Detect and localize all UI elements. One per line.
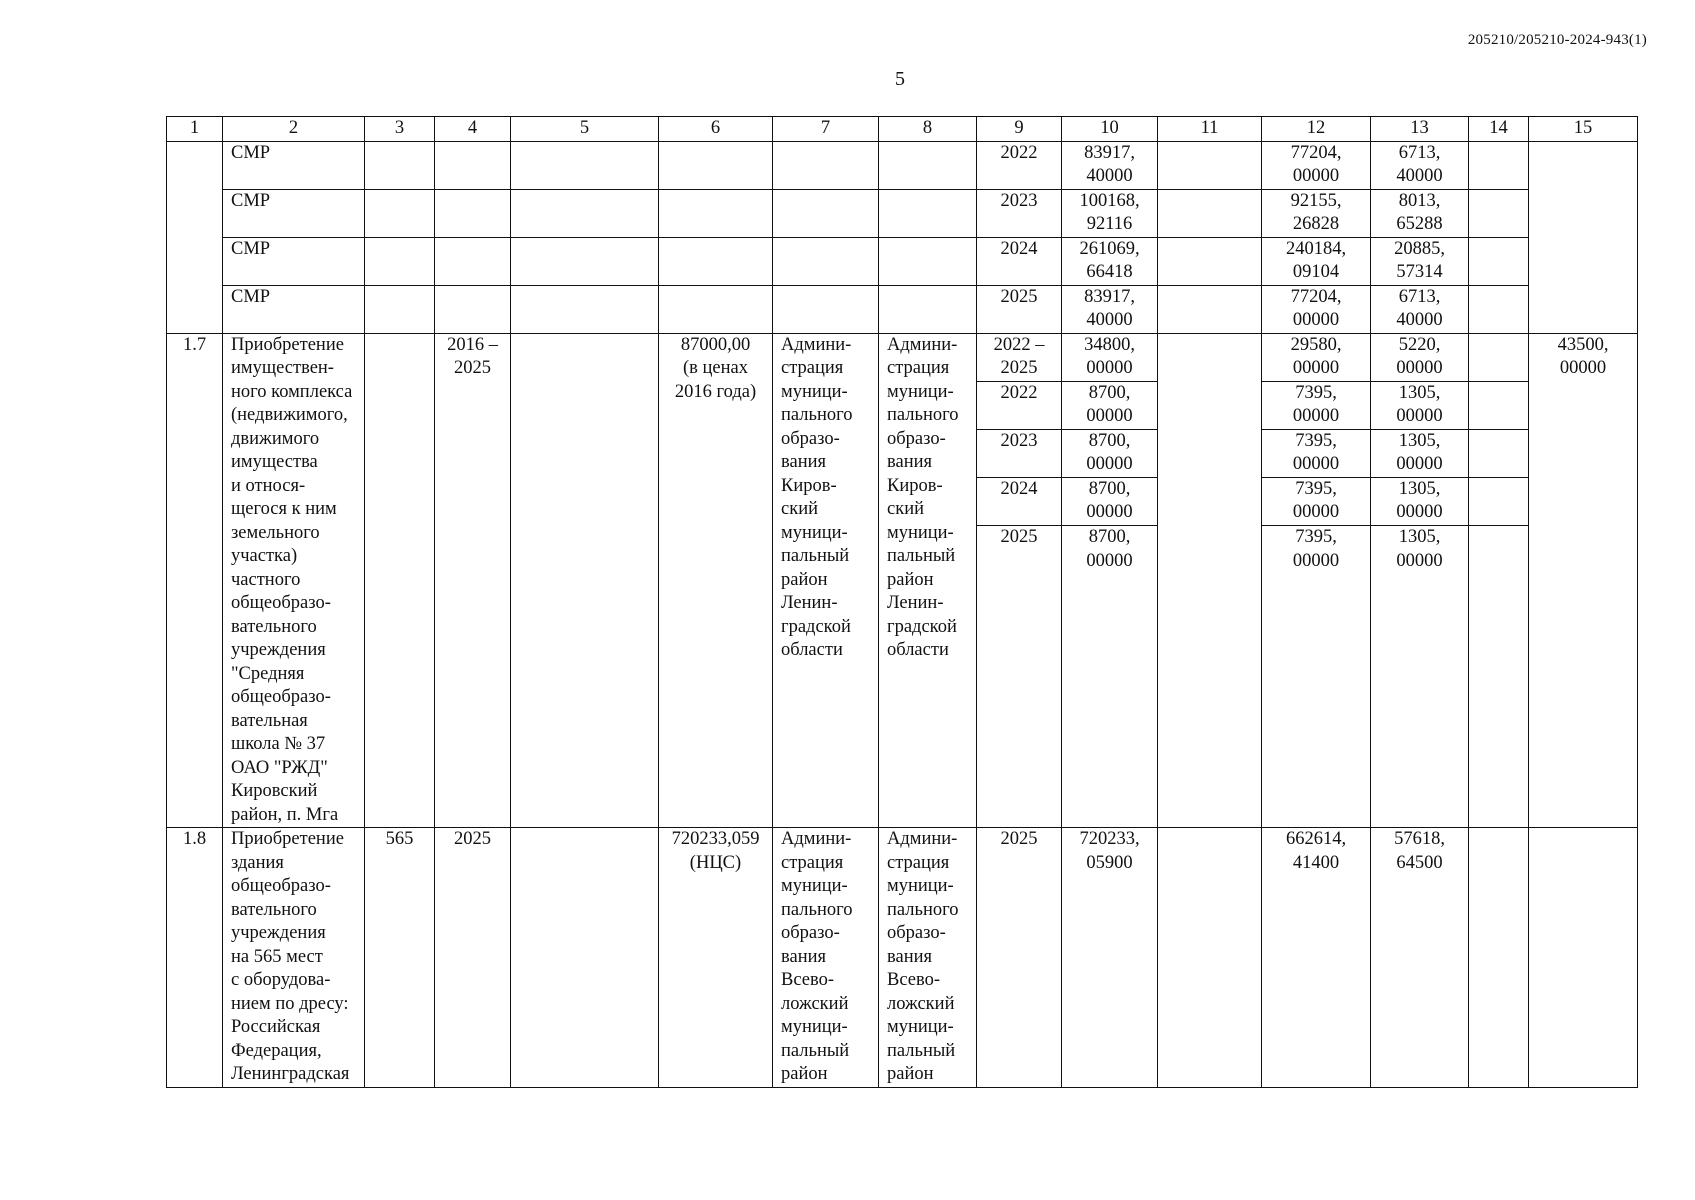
local-cell: 6713, 40000 <box>1371 141 1469 189</box>
local-cell: 1305, 00000 <box>1371 381 1469 429</box>
column-header: 14 <box>1469 117 1529 142</box>
column-header: 7 <box>773 117 879 142</box>
column-15-cell: 43500, 00000 <box>1529 333 1638 828</box>
year-cell: 2022 <box>977 381 1062 429</box>
cost-cell: 720233,059 (НЦС) <box>659 828 773 1088</box>
total-cell: 261069, 66418 <box>1062 237 1158 285</box>
regional-cell: 77204, 00000 <box>1262 141 1371 189</box>
column-header: 12 <box>1262 117 1371 142</box>
item-number: 1.7 <box>167 333 223 828</box>
regional-cell: 7395, 00000 <box>1262 381 1371 429</box>
regional-cell: 7395, 00000 <box>1262 526 1371 828</box>
total-cell: 8700, 00000 <box>1062 381 1158 429</box>
capacity-cell: 565 <box>365 828 435 1088</box>
regional-cell: 7395, 00000 <box>1262 477 1371 525</box>
page-number: 5 <box>895 68 905 90</box>
cost-cell: 87000,00 (в ценах 2016 года) <box>659 333 773 828</box>
column-header: 2 <box>223 117 365 142</box>
year-cell: 2024 <box>977 477 1062 525</box>
regional-cell: 662614, 41400 <box>1262 828 1371 1088</box>
column-header: 11 <box>1158 117 1262 142</box>
column-header: 13 <box>1371 117 1469 142</box>
customer-cell: Админи- страция муници- пального образо- вания Всево- ложский муници- пальный район <box>773 828 879 1088</box>
local-cell: 1305, 00000 <box>1371 526 1469 828</box>
item-name: Приобретение здания общеобразо- вательного учреждения на 565 мест с оборудова- нием по дресу: Российская Федерация, Ленинградская <box>223 828 365 1088</box>
year-cell: 2023 <box>977 429 1062 477</box>
total-cell: 8700, 00000 <box>1062 429 1158 477</box>
table-row <box>167 333 1638 381</box>
column-header: 5 <box>511 117 659 142</box>
regional-cell: 29580, 00000 <box>1262 333 1371 381</box>
executor-cell: Админи- страция муници- пального образо- вания Всево- ложский муници- пальный район <box>879 828 977 1088</box>
local-cell: 1305, 00000 <box>1371 477 1469 525</box>
year-cell: 2025 <box>977 526 1062 828</box>
table-row <box>167 237 1638 285</box>
regional-cell: 92155, 26828 <box>1262 189 1371 237</box>
year-cell: 2022 – 2025 <box>977 333 1062 381</box>
total-cell: 100168, 92116 <box>1062 189 1158 237</box>
local-cell: 6713, 40000 <box>1371 285 1469 333</box>
table-row <box>167 189 1638 237</box>
total-cell: 83917, 40000 <box>1062 285 1158 333</box>
empty-cell <box>1529 141 1638 333</box>
local-cell: 1305, 00000 <box>1371 429 1469 477</box>
regional-cell: 7395, 00000 <box>1262 429 1371 477</box>
period-cell: 2016 – 2025 <box>435 333 511 828</box>
local-cell: 5220, 00000 <box>1371 333 1469 381</box>
column-header: 10 <box>1062 117 1158 142</box>
column-header: 9 <box>977 117 1062 142</box>
year-cell: 2022 <box>977 141 1062 189</box>
empty-cell <box>167 141 223 333</box>
customer-cell: Админи- страция муници- пального образо- вания Киров- ский муници- пальный район Ленин- градской области <box>773 333 879 828</box>
column-header: 8 <box>879 117 977 142</box>
smr-label: СМР <box>223 285 365 333</box>
year-cell: 2023 <box>977 189 1062 237</box>
total-cell: 8700, 00000 <box>1062 526 1158 828</box>
regional-cell: 240184, 09104 <box>1262 237 1371 285</box>
period-cell: 2025 <box>435 828 511 1088</box>
total-cell: 720233, 05900 <box>1062 828 1158 1088</box>
smr-label: СМР <box>223 141 365 189</box>
smr-label: СМР <box>223 237 365 285</box>
total-cell: 34800, 00000 <box>1062 333 1158 381</box>
budget-table <box>166 116 1638 1088</box>
table-row <box>167 828 1638 1088</box>
table-row <box>167 141 1638 189</box>
header-row <box>167 117 1638 142</box>
document-id: 205210/205210-2024-943(1) <box>1467 32 1647 48</box>
year-cell: 2025 <box>977 285 1062 333</box>
local-cell: 8013, 65288 <box>1371 189 1469 237</box>
table-row <box>167 285 1638 333</box>
total-cell: 8700, 00000 <box>1062 477 1158 525</box>
column-header: 15 <box>1529 117 1638 142</box>
year-cell: 2024 <box>977 237 1062 285</box>
year-cell: 2025 <box>977 828 1062 1088</box>
column-header: 6 <box>659 117 773 142</box>
local-cell: 20885, 57314 <box>1371 237 1469 285</box>
column-header: 3 <box>365 117 435 142</box>
executor-cell: Админи- страция муници- пального образо- вания Киров- ский муници- пальный район Ленин- градской области <box>879 333 977 828</box>
item-name: Приобретение имуществен- ного комплекса (недвижимого, движимого имущества и относя- щегося к ним земельного участка) частного общеобразо- вательного учреждения "Средняя общеобразо- вательная школа № 37 ОАО "РЖД" Кировский район, п. Мга <box>223 333 365 828</box>
smr-label: СМР <box>223 189 365 237</box>
column-header: 1 <box>167 117 223 142</box>
regional-cell: 77204, 00000 <box>1262 285 1371 333</box>
local-cell: 57618, 64500 <box>1371 828 1469 1088</box>
column-header: 4 <box>435 117 511 142</box>
total-cell: 83917, 40000 <box>1062 141 1158 189</box>
item-number: 1.8 <box>167 828 223 1088</box>
